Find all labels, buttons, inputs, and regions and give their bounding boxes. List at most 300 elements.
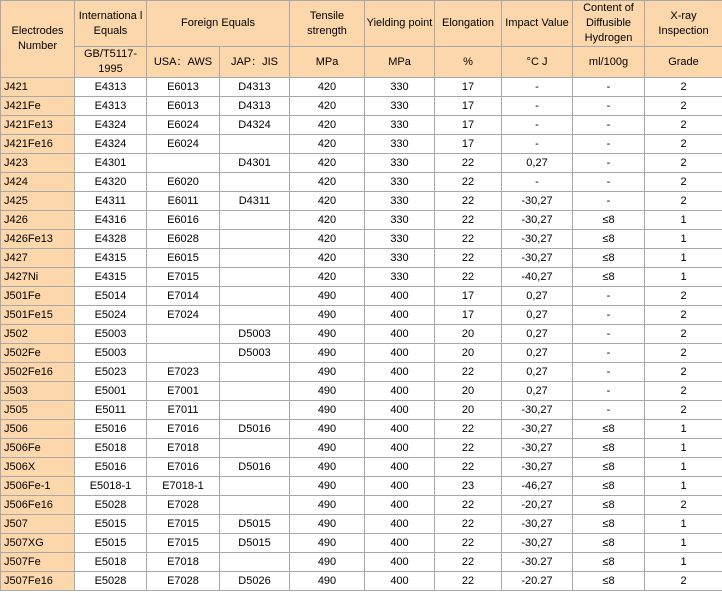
table-row (1, 382, 722, 401)
elongation-cell: 20 (435, 401, 502, 420)
hydrogen-content-cell: - (573, 135, 645, 154)
elongation-cell: 17 (435, 135, 502, 154)
hydrogen-content-cell: ≤8 (573, 553, 645, 572)
elongation-cell: 22 (435, 439, 502, 458)
header-jap-jis: JAP：JIS (220, 47, 290, 78)
elongation-cell: 22 (435, 553, 502, 572)
table-row (1, 154, 722, 173)
impact-value-cell: 0,27 (502, 363, 573, 382)
aws-equivalent-cell: E6024 (147, 135, 220, 154)
elongation-cell: 22 (435, 211, 502, 230)
xray-grade-cell: 2 (645, 401, 722, 420)
impact-value-cell: -30,27 (502, 211, 573, 230)
jis-equivalent-cell: D4301 (220, 154, 290, 173)
hydrogen-content-cell: ≤8 (573, 458, 645, 477)
gb-standard-cell: E5015 (75, 534, 147, 553)
table-body (1, 78, 722, 591)
jis-equivalent-cell: D4311 (220, 192, 290, 211)
jis-equivalent-cell (220, 230, 290, 249)
elongation-cell: 17 (435, 97, 502, 116)
tensile-strength-cell: 490 (290, 515, 365, 534)
yielding-point-cell: 400 (365, 515, 435, 534)
table-row (1, 401, 722, 420)
electrode-number-cell: J501Fe (1, 287, 75, 306)
impact-value-cell: -30,27 (502, 534, 573, 553)
xray-grade-cell: 1 (645, 211, 722, 230)
electrode-number-cell: J506Fe-1 (1, 477, 75, 496)
aws-equivalent-cell: E7001 (147, 382, 220, 401)
xray-grade-cell: 2 (645, 154, 722, 173)
gb-standard-cell: E5028 (75, 496, 147, 515)
impact-value-cell: -30,27 (502, 230, 573, 249)
aws-equivalent-cell: E7015 (147, 534, 220, 553)
aws-equivalent-cell: E6028 (147, 230, 220, 249)
header-foreign-equals: Foreign Equals (147, 1, 290, 47)
electrode-number-cell: J427 (1, 249, 75, 268)
table-row (1, 458, 722, 477)
table-row (1, 477, 722, 496)
hydrogen-content-cell: ≤8 (573, 268, 645, 287)
jis-equivalent-cell: D5003 (220, 325, 290, 344)
aws-equivalent-cell: E7028 (147, 496, 220, 515)
aws-equivalent-cell: E7011 (147, 401, 220, 420)
yielding-point-cell: 330 (365, 192, 435, 211)
gb-standard-cell: E4324 (75, 135, 147, 154)
gb-standard-cell: E5018-1 (75, 477, 147, 496)
aws-equivalent-cell: E7015 (147, 268, 220, 287)
jis-equivalent-cell: D5026 (220, 572, 290, 591)
impact-value-cell: -30,27 (502, 439, 573, 458)
jis-equivalent-cell (220, 173, 290, 192)
table-row (1, 363, 722, 382)
xray-grade-cell: 1 (645, 515, 722, 534)
tensile-strength-cell: 420 (290, 78, 365, 97)
xray-grade-cell: 1 (645, 534, 722, 553)
xray-grade-cell: 1 (645, 439, 722, 458)
jis-equivalent-cell (220, 439, 290, 458)
aws-equivalent-cell: E6016 (147, 211, 220, 230)
electrode-number-cell: J506Fe16 (1, 496, 75, 515)
gb-standard-cell: E4311 (75, 192, 147, 211)
aws-equivalent-cell: E6011 (147, 192, 220, 211)
elongation-cell: 22 (435, 420, 502, 439)
tensile-strength-cell: 490 (290, 534, 365, 553)
tensile-strength-cell: 420 (290, 211, 365, 230)
xray-grade-cell: 1 (645, 420, 722, 439)
xray-grade-cell: 2 (645, 78, 722, 97)
aws-equivalent-cell: E7028 (147, 572, 220, 591)
electrode-number-cell: J421Fe16 (1, 135, 75, 154)
jis-equivalent-cell: D5003 (220, 344, 290, 363)
header-yielding-point: Yielding point (365, 1, 435, 47)
aws-equivalent-cell: E7018-1 (147, 477, 220, 496)
hydrogen-content-cell: - (573, 173, 645, 192)
gb-standard-cell: E5003 (75, 325, 147, 344)
electrode-number-cell: J507Fe16 (1, 572, 75, 591)
yielding-point-cell: 400 (365, 363, 435, 382)
hydrogen-content-cell: - (573, 306, 645, 325)
yielding-point-cell: 330 (365, 135, 435, 154)
table-row (1, 268, 722, 287)
aws-equivalent-cell: E7016 (147, 458, 220, 477)
hydrogen-content-cell: ≤8 (573, 534, 645, 553)
hydrogen-content-cell: ≤8 (573, 496, 645, 515)
aws-equivalent-cell (147, 344, 220, 363)
impact-value-cell: -40,27 (502, 268, 573, 287)
gb-standard-cell: E5011 (75, 401, 147, 420)
gb-standard-cell: E4324 (75, 116, 147, 135)
hydrogen-content-cell: - (573, 97, 645, 116)
gb-standard-cell: E5001 (75, 382, 147, 401)
yielding-point-cell: 330 (365, 78, 435, 97)
impact-value-cell: 0,27 (502, 154, 573, 173)
aws-equivalent-cell: E7016 (147, 420, 220, 439)
aws-equivalent-cell: E6013 (147, 97, 220, 116)
jis-equivalent-cell (220, 268, 290, 287)
yielding-point-cell: 400 (365, 325, 435, 344)
jis-equivalent-cell (220, 287, 290, 306)
impact-value-cell: 0,27 (502, 287, 573, 306)
elongation-cell: 22 (435, 249, 502, 268)
tensile-strength-cell: 490 (290, 401, 365, 420)
elongation-cell: 17 (435, 306, 502, 325)
yielding-point-cell: 330 (365, 173, 435, 192)
hydrogen-content-cell: ≤8 (573, 420, 645, 439)
gb-standard-cell: E4320 (75, 173, 147, 192)
gb-standard-cell: E5016 (75, 458, 147, 477)
xray-grade-cell: 1 (645, 230, 722, 249)
tensile-strength-cell: 420 (290, 116, 365, 135)
yielding-point-cell: 330 (365, 97, 435, 116)
xray-grade-cell: 1 (645, 553, 722, 572)
aws-equivalent-cell: E6015 (147, 249, 220, 268)
header-elongation: Elongation (435, 1, 502, 47)
tensile-strength-cell: 490 (290, 496, 365, 515)
aws-equivalent-cell: E6020 (147, 173, 220, 192)
jis-equivalent-cell (220, 135, 290, 154)
tensile-strength-cell: 490 (290, 458, 365, 477)
xray-grade-cell: 2 (645, 306, 722, 325)
hydrogen-content-cell: - (573, 325, 645, 344)
hydrogen-content-cell: ≤8 (573, 230, 645, 249)
xray-grade-cell: 2 (645, 496, 722, 515)
jis-equivalent-cell (220, 249, 290, 268)
yielding-point-cell: 400 (365, 439, 435, 458)
elongation-cell: 20 (435, 325, 502, 344)
table-row (1, 249, 722, 268)
gb-standard-cell: E5018 (75, 553, 147, 572)
jis-equivalent-cell (220, 477, 290, 496)
impact-value-cell: -30,27 (502, 249, 573, 268)
electrode-number-cell: J424 (1, 173, 75, 192)
impact-value-cell: 0,27 (502, 344, 573, 363)
yielding-point-cell: 400 (365, 401, 435, 420)
yielding-point-cell: 330 (365, 249, 435, 268)
hydrogen-content-cell: - (573, 116, 645, 135)
impact-value-cell: -30,27 (502, 515, 573, 534)
xray-grade-cell: 2 (645, 363, 722, 382)
tensile-strength-cell: 490 (290, 382, 365, 401)
yielding-point-cell: 400 (365, 382, 435, 401)
jis-equivalent-cell (220, 306, 290, 325)
header-impact-value: Impact Value (502, 1, 573, 47)
yielding-point-cell: 400 (365, 477, 435, 496)
gb-standard-cell: E4313 (75, 78, 147, 97)
impact-value-cell: 0,27 (502, 382, 573, 401)
gb-standard-cell: E4301 (75, 154, 147, 173)
header-electrodes-number: Electrodes Number (1, 1, 75, 78)
header-row-main (1, 1, 722, 47)
impact-value-cell: - (502, 78, 573, 97)
tensile-strength-cell: 420 (290, 97, 365, 116)
xray-grade-cell: 2 (645, 382, 722, 401)
hydrogen-content-cell: - (573, 192, 645, 211)
tensile-strength-cell: 490 (290, 363, 365, 382)
hydrogen-content-cell: - (573, 287, 645, 306)
jis-equivalent-cell: D4313 (220, 78, 290, 97)
impact-value-cell: 0,27 (502, 306, 573, 325)
table-row (1, 496, 722, 515)
unit-xray-grade: Grade (645, 47, 722, 78)
electrode-number-cell: J502Fe16 (1, 363, 75, 382)
xray-grade-cell: 2 (645, 116, 722, 135)
impact-value-cell: - (502, 135, 573, 154)
table-row (1, 78, 722, 97)
table-row (1, 306, 722, 325)
hydrogen-content-cell: ≤8 (573, 249, 645, 268)
table-row (1, 439, 722, 458)
tensile-strength-cell: 420 (290, 268, 365, 287)
gb-standard-cell: E5014 (75, 287, 147, 306)
table-row (1, 173, 722, 192)
xray-grade-cell: 2 (645, 135, 722, 154)
table-row (1, 287, 722, 306)
table-row (1, 230, 722, 249)
hydrogen-content-cell: ≤8 (573, 211, 645, 230)
impact-value-cell: -20,27 (502, 496, 573, 515)
tensile-strength-cell: 420 (290, 135, 365, 154)
jis-equivalent-cell (220, 553, 290, 572)
hydrogen-content-cell: - (573, 401, 645, 420)
tensile-strength-cell: 490 (290, 325, 365, 344)
aws-equivalent-cell: E6013 (147, 78, 220, 97)
header-row-units (1, 47, 722, 78)
yielding-point-cell: 400 (365, 572, 435, 591)
yielding-point-cell: 400 (365, 496, 435, 515)
impact-value-cell: - (502, 116, 573, 135)
table-row (1, 192, 722, 211)
impact-value-cell: -30.27 (502, 553, 573, 572)
gb-standard-cell: E4316 (75, 211, 147, 230)
electrode-number-cell: J507XG (1, 534, 75, 553)
aws-equivalent-cell: E7018 (147, 439, 220, 458)
xray-grade-cell: 1 (645, 477, 722, 496)
xray-grade-cell: 2 (645, 173, 722, 192)
header-gb-standard: GB/T5117-1995 (75, 47, 147, 78)
xray-grade-cell: 2 (645, 572, 722, 591)
elongation-cell: 22 (435, 230, 502, 249)
tensile-strength-cell: 490 (290, 439, 365, 458)
xray-grade-cell: 1 (645, 268, 722, 287)
table-row (1, 553, 722, 572)
unit-impact: °C J (502, 47, 573, 78)
impact-value-cell: -30,27 (502, 401, 573, 420)
aws-equivalent-cell: E7015 (147, 515, 220, 534)
hydrogen-content-cell: - (573, 363, 645, 382)
table-row (1, 97, 722, 116)
yielding-point-cell: 400 (365, 534, 435, 553)
impact-value-cell: -30,27 (502, 420, 573, 439)
impact-value-cell: 0,27 (502, 325, 573, 344)
hydrogen-content-cell: ≤8 (573, 477, 645, 496)
electrode-number-cell: J426Fe13 (1, 230, 75, 249)
hydrogen-content-cell: - (573, 344, 645, 363)
tensile-strength-cell: 420 (290, 249, 365, 268)
jis-equivalent-cell: D4324 (220, 116, 290, 135)
yielding-point-cell: 330 (365, 230, 435, 249)
xray-grade-cell: 2 (645, 192, 722, 211)
elongation-cell: 17 (435, 116, 502, 135)
electrode-number-cell: J502 (1, 325, 75, 344)
gb-standard-cell: E5018 (75, 439, 147, 458)
gb-standard-cell: E5003 (75, 344, 147, 363)
header-usa-aws: USA：AWS (147, 47, 220, 78)
gb-standard-cell: E5028 (75, 572, 147, 591)
gb-standard-cell: E5024 (75, 306, 147, 325)
tensile-strength-cell: 490 (290, 572, 365, 591)
xray-grade-cell: 1 (645, 249, 722, 268)
yielding-point-cell: 330 (365, 211, 435, 230)
aws-equivalent-cell: E7018 (147, 553, 220, 572)
header-international-equals: Internationa l Equals (75, 1, 147, 47)
xray-grade-cell: 2 (645, 344, 722, 363)
tensile-strength-cell: 490 (290, 420, 365, 439)
jis-equivalent-cell (220, 363, 290, 382)
impact-value-cell: -30,27 (502, 192, 573, 211)
elongation-cell: 22 (435, 458, 502, 477)
yielding-point-cell: 400 (365, 344, 435, 363)
impact-value-cell: - (502, 173, 573, 192)
hydrogen-content-cell: ≤8 (573, 515, 645, 534)
elongation-cell: 22 (435, 173, 502, 192)
elongation-cell: 17 (435, 287, 502, 306)
tensile-strength-cell: 420 (290, 230, 365, 249)
table-row (1, 420, 722, 439)
hydrogen-content-cell: - (573, 78, 645, 97)
electrode-number-cell: J421 (1, 78, 75, 97)
hydrogen-content-cell: - (573, 382, 645, 401)
tensile-strength-cell: 490 (290, 344, 365, 363)
xray-grade-cell: 2 (645, 97, 722, 116)
table-row (1, 325, 722, 344)
yielding-point-cell: 400 (365, 306, 435, 325)
gb-standard-cell: E4328 (75, 230, 147, 249)
aws-equivalent-cell: E7014 (147, 287, 220, 306)
xray-grade-cell: 2 (645, 287, 722, 306)
aws-equivalent-cell: E6024 (147, 116, 220, 135)
jis-equivalent-cell (220, 401, 290, 420)
elongation-cell: 22 (435, 496, 502, 515)
elongation-cell: 20 (435, 382, 502, 401)
elongation-cell: 22 (435, 534, 502, 553)
gb-standard-cell: E5016 (75, 420, 147, 439)
electrode-number-cell: J507 (1, 515, 75, 534)
aws-equivalent-cell: E7024 (147, 306, 220, 325)
elongation-cell: 22 (435, 515, 502, 534)
impact-value-cell: - (502, 97, 573, 116)
hydrogen-content-cell: ≤8 (573, 439, 645, 458)
electrode-number-cell: J507Fe (1, 553, 75, 572)
electrode-number-cell: J503 (1, 382, 75, 401)
elongation-cell: 22 (435, 572, 502, 591)
jis-equivalent-cell (220, 382, 290, 401)
elongation-cell: 23 (435, 477, 502, 496)
unit-yield: MPa (365, 47, 435, 78)
tensile-strength-cell: 420 (290, 154, 365, 173)
aws-equivalent-cell (147, 154, 220, 173)
xray-grade-cell: 1 (645, 458, 722, 477)
electrode-number-cell: J421Fe13 (1, 116, 75, 135)
yielding-point-cell: 400 (365, 458, 435, 477)
tensile-strength-cell: 420 (290, 192, 365, 211)
yielding-point-cell: 330 (365, 154, 435, 173)
electrode-number-cell: J506X (1, 458, 75, 477)
electrode-number-cell: J506Fe (1, 439, 75, 458)
xray-grade-cell: 2 (645, 325, 722, 344)
table-row (1, 211, 722, 230)
electrode-number-cell: J427Ni (1, 268, 75, 287)
gb-standard-cell: E5023 (75, 363, 147, 382)
header-diffusible-hydrogen: Content of Diffusible Hydrogen (573, 1, 645, 47)
electrode-number-cell: J505 (1, 401, 75, 420)
unit-tensile: MPa (290, 47, 365, 78)
impact-value-cell: -30,27 (502, 458, 573, 477)
table-row (1, 534, 722, 553)
electrode-number-cell: J423 (1, 154, 75, 173)
gb-standard-cell: E4313 (75, 97, 147, 116)
yielding-point-cell: 330 (365, 116, 435, 135)
tensile-strength-cell: 490 (290, 287, 365, 306)
jis-equivalent-cell: D5016 (220, 458, 290, 477)
gb-standard-cell: E4315 (75, 249, 147, 268)
elongation-cell: 22 (435, 154, 502, 173)
yielding-point-cell: 400 (365, 553, 435, 572)
header-tensile-strength: Tensile strength (290, 1, 365, 47)
tensile-strength-cell: 490 (290, 553, 365, 572)
jis-equivalent-cell (220, 496, 290, 515)
gb-standard-cell: E4315 (75, 268, 147, 287)
hydrogen-content-cell: - (573, 154, 645, 173)
electrode-number-cell: J506 (1, 420, 75, 439)
jis-equivalent-cell (220, 211, 290, 230)
impact-value-cell: -20.27 (502, 572, 573, 591)
yielding-point-cell: 330 (365, 268, 435, 287)
table-row (1, 344, 722, 363)
elongation-cell: 22 (435, 268, 502, 287)
table-row (1, 116, 722, 135)
jis-equivalent-cell: D5015 (220, 534, 290, 553)
aws-equivalent-cell (147, 325, 220, 344)
unit-hydrogen: ml/100g (573, 47, 645, 78)
jis-equivalent-cell: D4313 (220, 97, 290, 116)
jis-equivalent-cell: D5015 (220, 515, 290, 534)
hydrogen-content-cell: ≤8 (573, 572, 645, 591)
yielding-point-cell: 400 (365, 287, 435, 306)
aws-equivalent-cell: E7023 (147, 363, 220, 382)
table-row (1, 135, 722, 154)
tensile-strength-cell: 490 (290, 477, 365, 496)
table-row (1, 515, 722, 534)
